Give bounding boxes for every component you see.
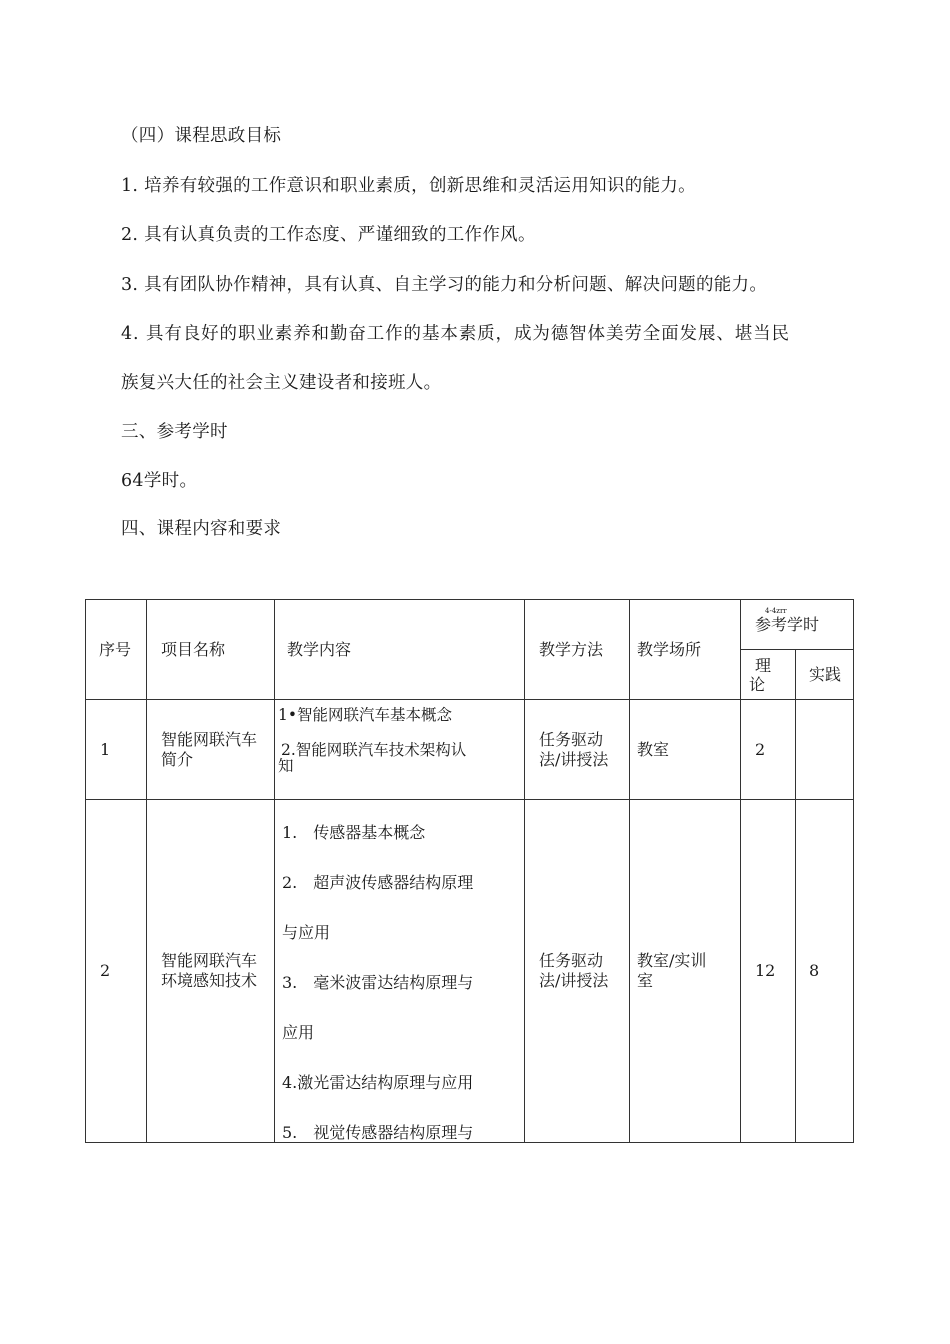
header-theory-line-2: 论 xyxy=(749,674,766,694)
table-row xyxy=(86,800,854,1143)
row-2-content-list xyxy=(282,808,524,1142)
row-1-content-item-2: 2.智能网联汽车技术架构认 xyxy=(281,741,467,759)
header-project-name: 项目名称 xyxy=(147,600,275,700)
header-practice: 实践 xyxy=(796,650,854,700)
row-2-content xyxy=(275,800,525,1143)
header-reference-hours: 参考学时 xyxy=(755,614,820,634)
row-1-project xyxy=(147,700,275,800)
header-theory-line-1: 理 xyxy=(755,655,772,675)
row-2-content-item-1: 1. 传感器基本概念 xyxy=(282,823,426,842)
row-2-project xyxy=(147,800,275,1143)
row-2-location xyxy=(630,800,741,1143)
row-2-content-item-7: 5. 视觉传感器结构原理与 xyxy=(282,1123,474,1142)
row-2-project-line-2: 环境感知技术 xyxy=(161,971,258,990)
row-2-practice-hours: 8 xyxy=(796,800,854,1143)
table-header-row xyxy=(86,600,854,650)
reference-hours-value: 64学时。 xyxy=(121,471,198,491)
row-2-content-item-4: 3. 毫米波雷达结构原理与 xyxy=(282,973,474,992)
header-teaching-location: 教学场所 xyxy=(630,600,741,700)
row-1-method-line-1: 任务驱动 xyxy=(539,729,604,749)
row-2-content-item-5: 应用 xyxy=(282,1023,315,1042)
goal-item-4: 4. 具有良好的职业素养和勤奋工作的基本素质，成为德智体美劳全面发展、堪当民 xyxy=(121,324,790,344)
row-2-theory-hours: 12 xyxy=(741,800,796,1143)
row-2-method-line-2: 法/讲授法 xyxy=(539,971,609,990)
section-heading-ideology-goals: （四）课程思政目标 xyxy=(121,126,282,146)
row-2-content-item-6: 4.激光雷达结构原理与应用 xyxy=(282,1073,474,1092)
course-content-table xyxy=(85,599,854,1143)
header-reference-hours-cell xyxy=(741,600,854,650)
goal-item-3: 3. 具有团队协作精神，具有认真、自主学习的能力和分析问题、解决问题的能力。 xyxy=(121,275,768,295)
row-2-content-item-3: 与应用 xyxy=(282,923,331,942)
goal-item-2: 2. 具有认真负责的工作态度、严谨细致的工作作风。 xyxy=(121,225,536,245)
row-1-method xyxy=(525,700,630,800)
row-2-method-line-1: 任务驱动 xyxy=(539,951,604,970)
header-hours-note: 4-4zrr xyxy=(765,606,787,615)
row-1-method-line-2: 法/讲授法 xyxy=(539,749,609,769)
row-2-method xyxy=(525,800,630,1143)
row-1-project-line-1: 智能网联汽车 xyxy=(161,729,258,749)
goal-item-1: 1. 培养有较强的工作意识和职业素质，创新思维和灵活运用知识的能力。 xyxy=(121,176,696,196)
table-row xyxy=(86,700,854,800)
row-2-location-line-1: 教室/实训 xyxy=(637,951,707,970)
header-theory xyxy=(741,650,796,700)
header-index: 序号 xyxy=(86,600,147,700)
header-teaching-content: 教学内容 xyxy=(275,600,525,700)
row-1-content-item-3: 知 xyxy=(278,757,294,775)
header-teaching-method: 教学方法 xyxy=(525,600,630,700)
row-1-content-item-1: 1•智能网联汽车基本概念 xyxy=(278,706,453,724)
row-1-project-line-2: 简介 xyxy=(161,749,194,769)
row-1-location: 教室 xyxy=(630,700,741,800)
row-1-theory-hours: 2 xyxy=(741,700,796,800)
row-1-practice-hours xyxy=(796,700,854,800)
row-2-project-line-1: 智能网联汽车 xyxy=(161,951,258,970)
goal-item-4-continued: 族复兴大任的社会主义建设者和接班人。 xyxy=(121,373,442,393)
row-1-content xyxy=(275,700,525,800)
row-1-index: 1 xyxy=(86,700,147,800)
row-2-index: 2 xyxy=(86,800,147,1143)
section-heading-reference-hours: 三、参考学时 xyxy=(121,422,228,442)
section-heading-course-content: 四、课程内容和要求 xyxy=(121,519,282,539)
row-2-location-line-2: 室 xyxy=(637,971,654,990)
row-2-content-item-2: 2. 超声波传感器结构原理 xyxy=(282,873,474,892)
